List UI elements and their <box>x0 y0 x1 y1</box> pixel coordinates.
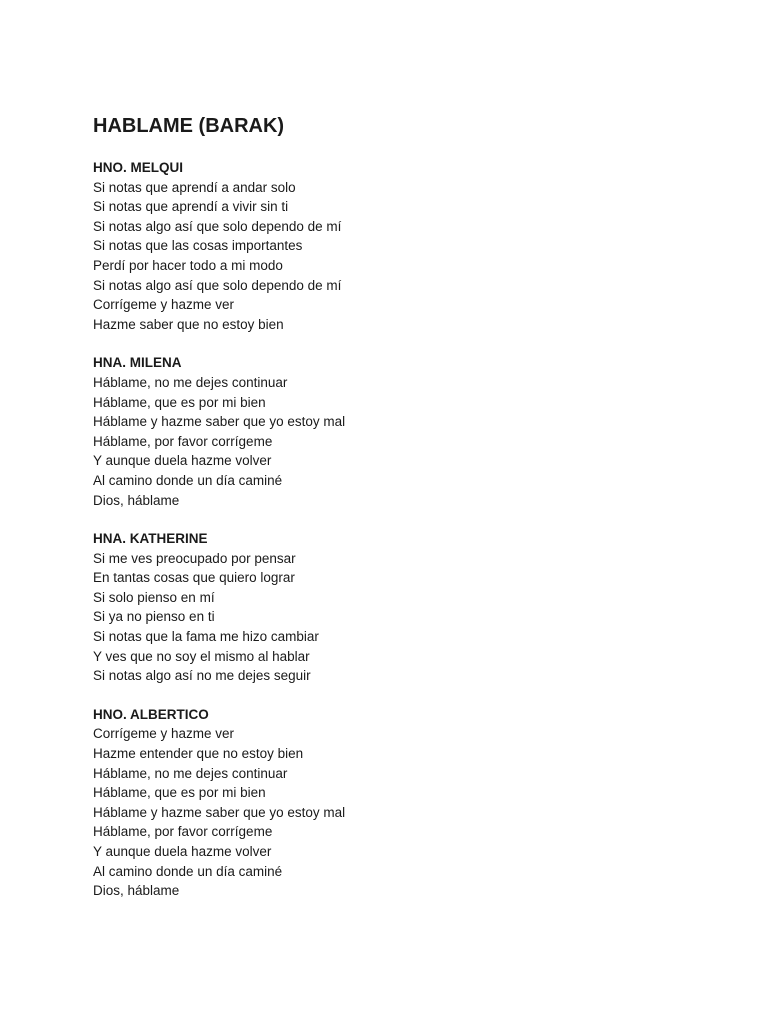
lyric-line: Si solo pienso en mí <box>93 589 215 605</box>
lyric-line: Dios, háblame <box>93 492 180 508</box>
lyric-line: Háblame, por favor corrígeme <box>93 824 273 840</box>
lyric-line: Si notas algo así no me dejes seguir <box>93 668 311 684</box>
lyric-line: Hazme saber que no estoy bien <box>93 316 284 332</box>
lyric-line: Y ves que no soy el mismo al hablar <box>93 648 310 664</box>
lyric-line: Háblame y hazme saber que yo estoy mal <box>93 804 346 820</box>
lyric-line: Y aunque duela hazme volver <box>93 844 272 859</box>
lyric-line: En tantas cosas que quiero lograr <box>93 570 295 586</box>
section-heading: HNA. KATHERINE <box>93 531 208 547</box>
lyric-line: Si me ves preocupado por pensar <box>93 550 296 566</box>
section-heading: HNO. ALBERTICO <box>93 706 209 722</box>
lyric-line: Corrígeme y hazme ver <box>93 726 235 742</box>
lyric-line: Háblame, por favor corrígeme <box>93 433 273 449</box>
lyric-line: Si notas que aprendí a vivir sin ti <box>93 199 289 215</box>
section-albertico <box>93 705 713 901</box>
lyric-line: Al camino donde un día caminé <box>93 472 283 488</box>
lyric-line: Háblame, no me dejes continuar <box>93 765 288 781</box>
lyric-line: Perdí por hacer todo a mi modo <box>93 257 283 273</box>
section-milena <box>93 353 713 510</box>
section-heading: HNA. MILENA <box>93 355 182 371</box>
lyric-line: Si notas que la fama me hizo cambiar <box>93 629 319 645</box>
lyric-line: Al camino donde un día caminé <box>93 863 283 879</box>
lyric-line: Háblame, no me dejes continuar <box>93 374 288 390</box>
section-katherine <box>93 529 713 686</box>
section-melqui <box>93 158 713 334</box>
lyric-line: Háblame, que es por mi bien <box>93 785 266 801</box>
lyric-line: Háblame, que es por mi bien <box>93 394 266 410</box>
lyric-line: Corrígeme y hazme ver <box>93 297 235 313</box>
lyric-line: Dios, háblame <box>93 883 180 899</box>
document-page <box>93 112 713 920</box>
song-title: HABLAME (BARAK) <box>93 115 285 137</box>
lyric-line: Si ya no pienso en ti <box>93 609 215 625</box>
lyric-line: Si notas que las cosas importantes <box>93 238 303 254</box>
lyric-line: Háblame y hazme saber que yo estoy mal <box>93 414 346 430</box>
lyric-line: Hazme entender que no estoy bien <box>93 746 304 762</box>
lyric-line: Si notas algo así que solo dependo de mí <box>93 218 342 234</box>
section-heading: HNO. MELQUI <box>93 160 183 175</box>
lyric-line: Si notas algo así que solo dependo de mí <box>93 277 342 293</box>
lyric-line: Y aunque duela hazme volver <box>93 453 272 469</box>
lyric-line: Si notas que aprendí a andar solo <box>93 179 296 195</box>
